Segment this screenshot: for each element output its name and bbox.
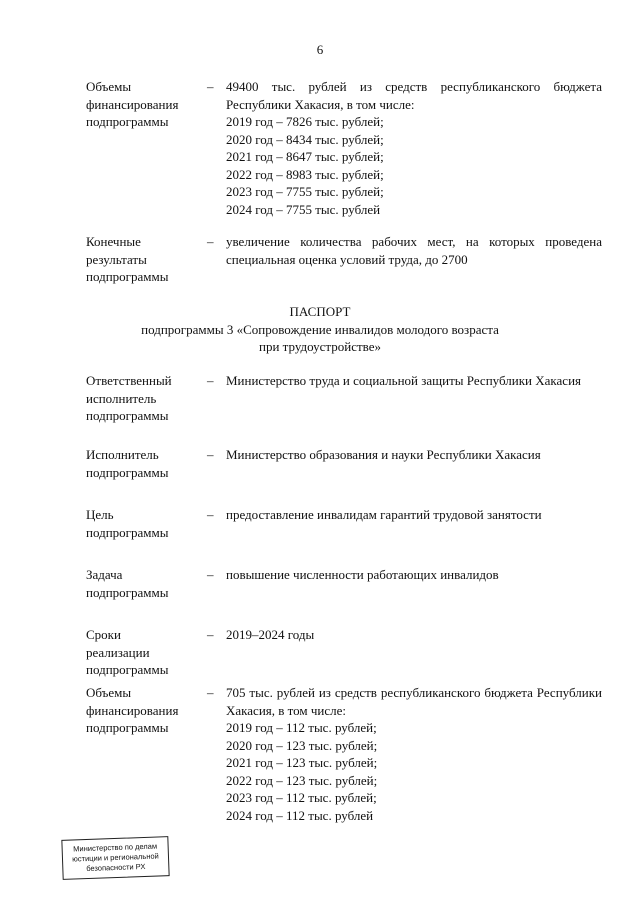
- row-value: [226, 372, 602, 390]
- row-label: Исполнитель подпрограммы: [86, 447, 169, 480]
- passport-title: ПАСПОРТ: [289, 304, 351, 319]
- row-value-text: Министерство труда и социальной защиты Республики Хакасия: [226, 373, 581, 388]
- passport-heading: [0, 303, 640, 356]
- row-value: [226, 684, 602, 824]
- row-label: Объемы финансирования подпрограммы: [86, 79, 179, 129]
- row-dash: –: [207, 507, 214, 522]
- row-value-text: повышение численности работающих инвалидов: [226, 567, 499, 582]
- row-value: [226, 233, 602, 268]
- year-line: 2024 год – 7755 тыс. рублей: [226, 201, 381, 217]
- year-line: 2021 год – 8647 тыс. рублей;: [226, 149, 384, 164]
- row-dash: –: [207, 79, 214, 94]
- row-dash: –: [207, 447, 214, 462]
- row-label: Ответственный исполнитель подпрограммы: [86, 373, 172, 423]
- row-dash: –: [207, 234, 214, 249]
- row-value: [226, 626, 602, 644]
- row-value: [226, 506, 602, 524]
- year-line: 2019 год – 112 тыс. рублей;: [226, 720, 377, 735]
- row-dash: –: [207, 373, 214, 388]
- row-value-text: 705 тыс. рублей из средств республиканского бюджета Республики Хакасия, в том числе:: [226, 685, 602, 718]
- year-line: 2022 год – 123 тыс. рублей;: [226, 772, 378, 788]
- row-dash: –: [207, 567, 214, 582]
- passport-subtitle: подпрограммы 3 «Сопровождение инвалидов молодого возраста: [141, 321, 499, 337]
- row-label: Объемы финансирования подпрограммы: [86, 685, 179, 735]
- year-line: 2023 год – 7755 тыс. рублей;: [226, 184, 384, 199]
- row-value-text: Министерство образования и науки Республики Хакасия: [226, 447, 541, 462]
- row-value: [226, 78, 602, 218]
- year-line: 2020 год – 123 тыс. рублей;: [226, 737, 378, 753]
- year-line: 2022 год – 8983 тыс. рублей;: [226, 166, 384, 182]
- row-dash: –: [207, 627, 214, 642]
- ministry-stamp: Министерство по делам юстиции и региональной безопасности РХ: [61, 836, 169, 880]
- row-label: Задача подпрограммы: [86, 567, 169, 600]
- row-dash: –: [207, 685, 214, 700]
- row-value-text: увеличение количества рабочих мест, на которых проведена специальная оценка условий труда, до 2700: [226, 234, 602, 267]
- row-label: Цель подпрограммы: [86, 507, 169, 540]
- row-value: [226, 566, 602, 584]
- year-line: 2019 год – 7826 тыс. рублей;: [226, 114, 384, 129]
- page-number: 6: [316, 42, 324, 57]
- year-line: 2024 год – 112 тыс. рублей: [226, 807, 374, 823]
- row-value-text: предоставление инвалидам гарантий трудовой занятости: [226, 507, 542, 522]
- row-value-text: 2019–2024 годы: [226, 627, 315, 642]
- row-label: Конечные результаты подпрограммы: [86, 234, 169, 284]
- year-line: 2020 год – 8434 тыс. рублей;: [226, 131, 384, 147]
- year-line: 2021 год – 123 тыс. рублей;: [226, 755, 378, 770]
- year-line: 2023 год – 112 тыс. рублей;: [226, 790, 377, 805]
- row-value: [226, 446, 602, 464]
- row-label: Сроки реализации подпрограммы: [86, 627, 169, 677]
- passport-subtitle: при трудоустройстве»: [259, 339, 381, 354]
- row-value-text: 49400 тыс. рублей из средств республиканского бюджета Республики Хакасия, в том числе:: [226, 79, 602, 112]
